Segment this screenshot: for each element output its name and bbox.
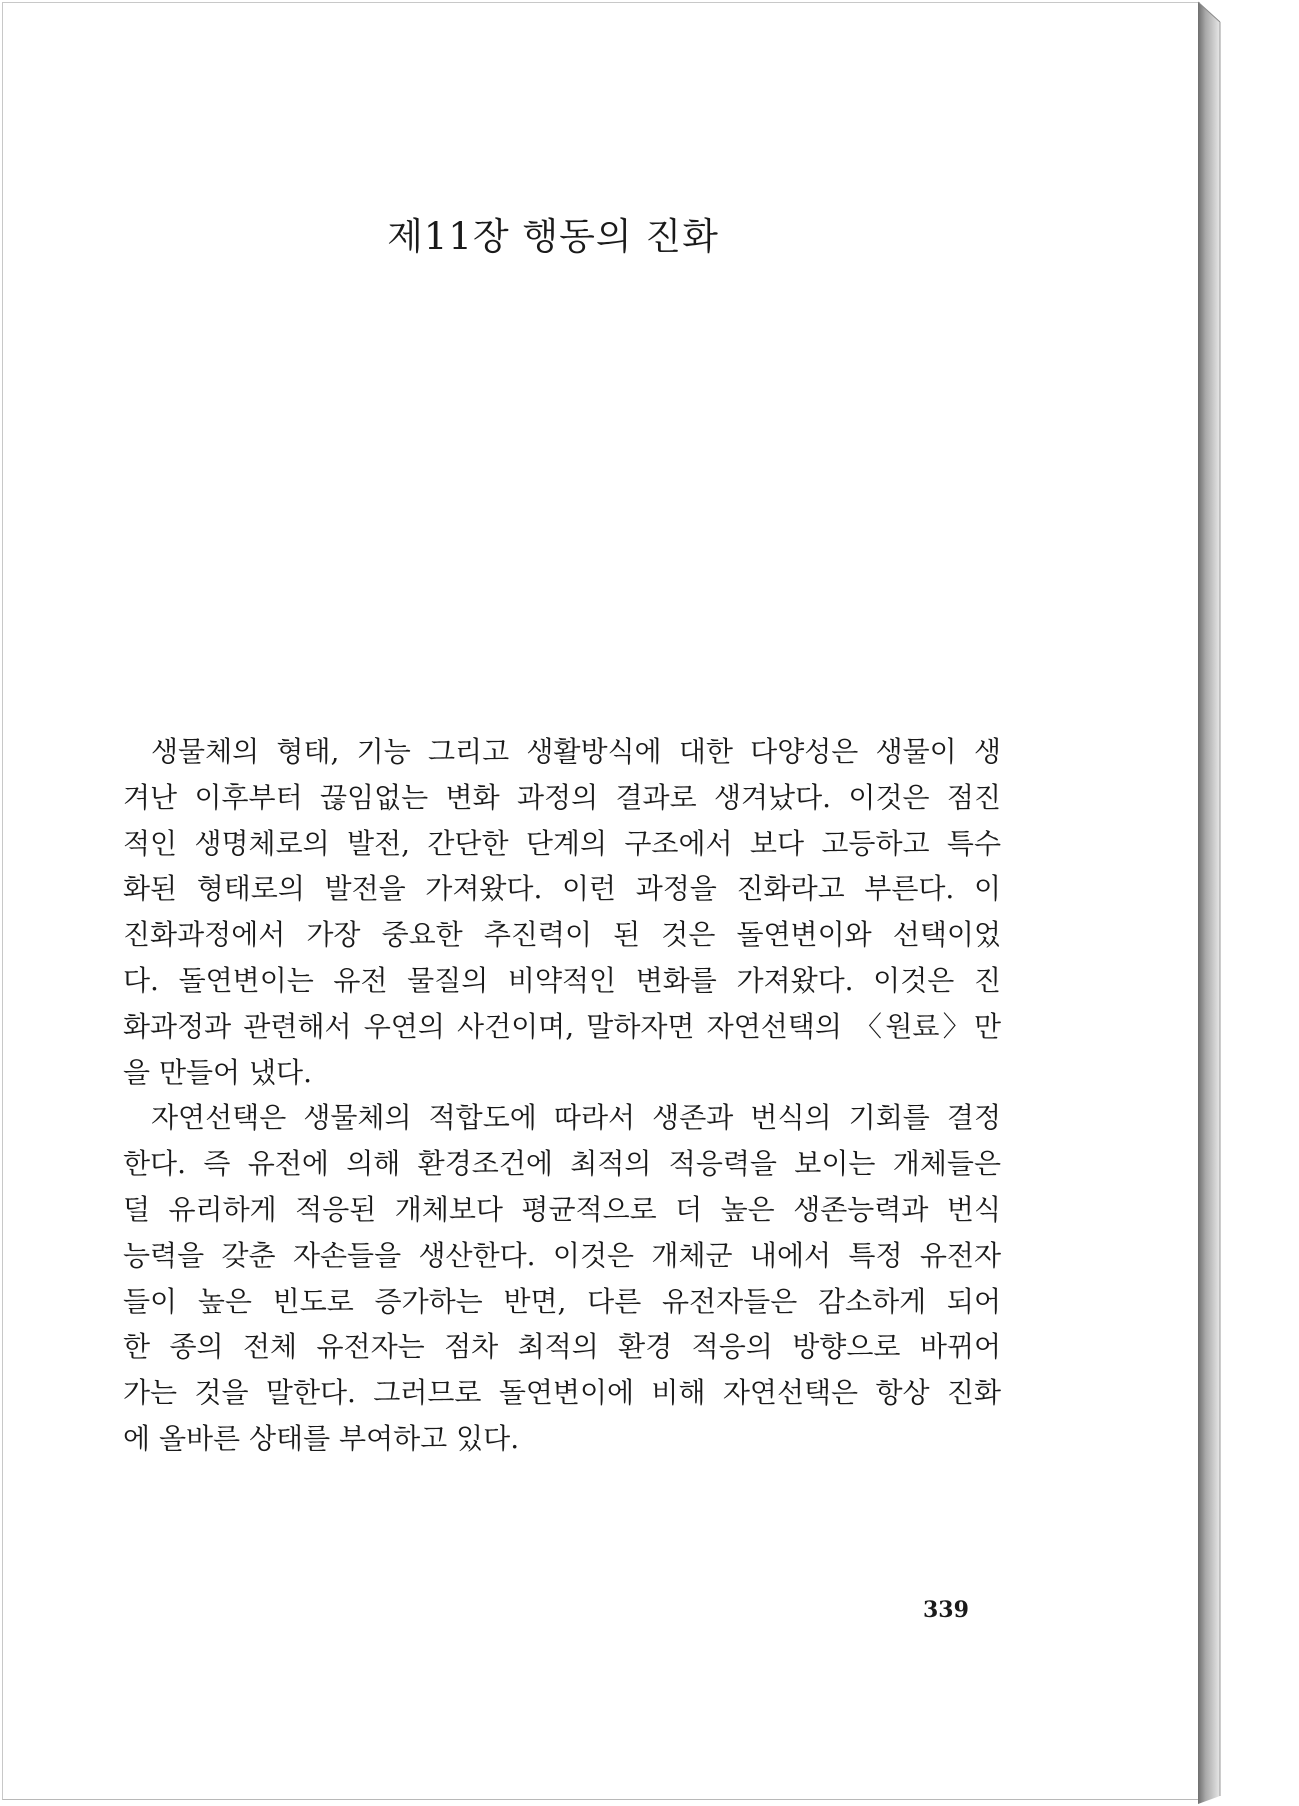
text-line: 화과정과 관련해서 우연의 사건이며, 말하자면 자연선택의 〈원료〉만 [123,1009,1001,1043]
text-line: 화된 형태로의 발전을 가져왔다. 이런 과정을 진화라고 부른다. 이 [123,872,1001,906]
text-line: 진화과정에서 가장 중요한 추진력이 된 것은 돌연변이와 선택이었 [123,918,1001,952]
text-line: 자연선택은 생물체의 적합도에 따라서 생존과 번식의 기회를 결정 [151,1101,1001,1135]
text-line: 에 올바른 상태를 부여하고 있다. [123,1421,520,1455]
text-line: 을 만들어 냈다. [123,1055,312,1089]
text-line: 생물체의 형태, 기능 그리고 생활방식에 대한 다양성은 생물이 생 [151,735,1001,768]
paragraph-1 [123,729,1001,1095]
body-text [123,729,1001,1462]
text-line: 적인 생명체로의 발전, 간단한 단계의 구조에서 보다 고등하고 특수 [123,826,1001,860]
paragraph-2 [123,1095,1001,1461]
page-edge-shadow [1198,0,1224,1806]
text-line: 덜 유리하게 적응된 개체보다 평균적으로 더 높은 생존능력과 번식 [123,1192,1001,1226]
text-line: 능력을 갖춘 자손들을 생산한다. 이것은 개체군 내에서 특정 유전자 [123,1238,1001,1272]
text-line: 가는 것을 말한다. 그러므로 돌연변이에 비해 자연선택은 항상 진화 [123,1376,1001,1410]
page-number: 339 [923,1597,969,1623]
text-line: 들이 높은 빈도로 증가하는 반면, 다른 유전자들은 감소하게 되어 [123,1284,1001,1318]
text-line: 다. 돌연변이는 유전 물질의 비약적인 변화를 가져왔다. 이것은 진 [123,963,1001,997]
book-page [2,2,1200,1800]
text-line: 한다. 즉 유전에 의해 환경조건에 최적의 적응력을 보이는 개체들은 [123,1147,1001,1181]
text-line: 겨난 이후부터 끊임없는 변화 과정의 결과로 생겨났다. 이것은 점진 [123,780,1001,814]
text-line: 한 종의 전체 유전자는 점차 최적의 환경 적응의 방향으로 바뀌어 [123,1330,1001,1364]
chapter-title: 제11장 행동의 진화 [387,214,719,258]
